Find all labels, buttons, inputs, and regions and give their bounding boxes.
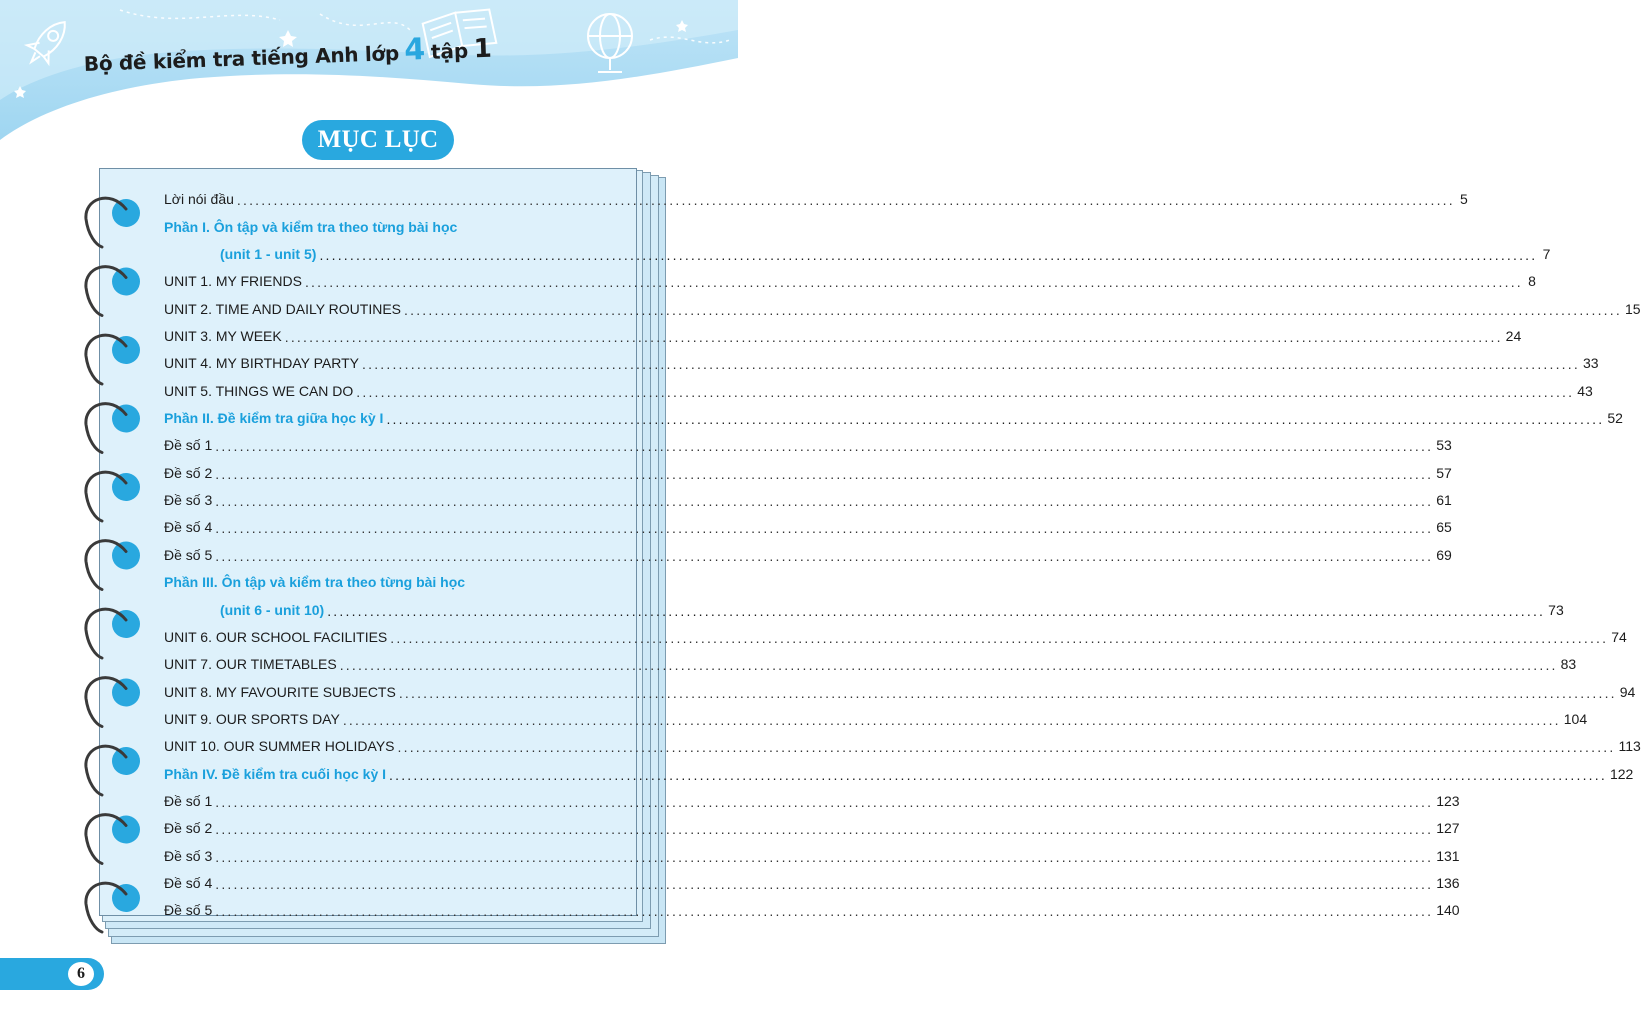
toc-leader-dots: ........................................................................................................................................................................................................ <box>356 383 1575 400</box>
toc-entry[interactable] <box>164 676 1636 703</box>
toc-entry-label: Phần I. Ôn tập và kiểm tra theo từng bài học <box>164 218 458 235</box>
toc-leader-dots: ........................................................................................................................................................................................................ <box>215 848 1434 865</box>
toc-entry[interactable] <box>164 266 1536 293</box>
toc-entry-page: 57 <box>1436 464 1452 481</box>
toc-entry-page: 24 <box>1505 328 1522 345</box>
toc-leader-dots: ........................................................................................................................................................................................................ <box>215 875 1434 892</box>
spiral-ring-icon <box>86 609 140 658</box>
toc-entry-label: Đề số 2 <box>164 464 213 481</box>
toc-entry-page: 8 <box>1528 273 1536 290</box>
toc-entry-page: 83 <box>1560 656 1577 673</box>
toc-leader-dots: ........................................................................................................................................................................................................ <box>389 766 1607 783</box>
toc-leader-dots: ........................................................................................................................................................................................................ <box>215 821 1434 838</box>
toc-leader-dots: ........................................................................................................................................................................................................ <box>304 274 1523 291</box>
toc-entry-label: UNIT 3. MY WEEK <box>164 328 282 345</box>
header-title-volume: 1 <box>473 33 493 65</box>
toc-leader-dots: ........................................................................................................................................................................................................ <box>215 793 1434 810</box>
spiral-ring-icon <box>86 746 140 795</box>
toc-leader-dots: ........................................................................................................................................................................................................ <box>390 629 1609 646</box>
toc-entry-page: 33 <box>1582 355 1599 372</box>
toc-entry-label: Phần II. Đề kiểm tra giữa học kỳ I <box>164 410 384 427</box>
spiral-ring-icon <box>86 335 140 384</box>
spiral-ring-icon <box>86 541 140 590</box>
header-title-main: Bộ đề kiểm tra tiếng Anh lớp <box>83 41 400 76</box>
toc-leader-dots: ........................................................................................................................................................................................................ <box>284 329 1503 346</box>
toc-leader-dots: ........................................................................................................................................................................................................ <box>215 465 1434 482</box>
toc-entry[interactable] <box>164 457 1452 484</box>
toc-entry[interactable] <box>164 594 1564 621</box>
toc-leader-dots: ........................................................................................................................................................................................................ <box>398 684 1617 701</box>
toc-entry[interactable] <box>164 786 1460 813</box>
toc-entry-page: 52 <box>1607 410 1623 427</box>
toc-title: MỤC LỤC <box>302 120 454 160</box>
toc-entry-label: Đề số 4 <box>164 874 213 891</box>
toc-entry-page: 113 <box>1618 738 1641 755</box>
toc-entry-page: 74 <box>1611 628 1627 645</box>
toc-entry-page: 73 <box>1548 601 1564 618</box>
toc-entry-label: Đề số 3 <box>164 492 213 509</box>
toc-leader-dots: ........................................................................................................................................................................................................ <box>319 247 1538 264</box>
toc-entry-page: 122 <box>1609 765 1634 782</box>
header-title-sub: tập <box>430 38 469 64</box>
toc-entry[interactable] <box>164 758 1634 785</box>
spiral-ring-icon <box>86 198 140 247</box>
toc-entry[interactable] <box>164 485 1452 512</box>
toc-entry-label: (unit 1 - unit 5) <box>220 246 317 263</box>
toc-entry-label: Đề số 4 <box>164 519 213 536</box>
toc-entry-label: Phần IV. Đề kiểm tra cuối học kỳ I <box>164 765 387 782</box>
toc-entry-page: 15 <box>1624 300 1641 317</box>
toc-entry-label: UNIT 6. OUR SCHOOL FACILITIES <box>164 628 388 645</box>
toc-entry-label: Đề số 2 <box>164 820 213 837</box>
spiral-binding <box>80 185 150 905</box>
spiral-ring-icon <box>86 472 140 521</box>
toc-entry-label: UNIT 4. MY BIRTHDAY PARTY <box>164 355 360 372</box>
toc-entry-page: 94 <box>1619 683 1636 700</box>
toc-entry[interactable] <box>164 293 1641 320</box>
toc-entry-label: Phần III. Ôn tập và kiểm tra theo từng bài học <box>164 574 466 591</box>
toc-entry-page: 104 <box>1563 710 1588 727</box>
toc-entry-label: (unit 6 - unit 10) <box>220 601 325 618</box>
toc-entry-page: 123 <box>1436 792 1460 809</box>
toc-entry-label: Đề số 1 <box>164 792 213 809</box>
toc-entry-label: UNIT 7. OUR TIMETABLES <box>164 656 337 673</box>
toc-entry-page: 7 <box>1542 246 1551 263</box>
toc-leader-dots: ........................................................................................................................................................................................................ <box>215 547 1434 564</box>
toc-entry[interactable] <box>164 704 1588 731</box>
toc-entry-page: 5 <box>1460 191 1468 208</box>
toc-entry-label: UNIT 5. THINGS WE CAN DO <box>164 382 354 399</box>
toc-entry[interactable] <box>164 239 1551 266</box>
spiral-ring-icon <box>86 815 140 864</box>
toc-entry-page: 131 <box>1436 847 1460 864</box>
toc-entry[interactable] <box>164 321 1522 348</box>
toc-entry-label: UNIT 1. MY FRIENDS <box>164 273 302 290</box>
toc-entry[interactable] <box>164 649 1577 676</box>
toc-leader-dots: ........................................................................................................................................................................................................ <box>386 411 1605 428</box>
toc-leader-dots: ........................................................................................................................................................................................................ <box>362 356 1580 373</box>
toc-entry-page: 140 <box>1436 902 1460 919</box>
toc-entry[interactable] <box>164 567 614 594</box>
toc-entry[interactable] <box>164 895 1460 922</box>
toc-leader-dots: ........................................................................................................................................................................................................ <box>215 438 1434 455</box>
toc-entry-label: UNIT 9. OUR SPORTS DAY <box>164 710 340 727</box>
toc-entry[interactable] <box>164 731 1641 758</box>
toc-leader-dots: ........................................................................................................................................................................................................ <box>215 903 1434 920</box>
header-title-grade: 4 <box>403 32 426 68</box>
page-number: 6 <box>66 960 96 988</box>
toc-entry[interactable] <box>164 840 1460 867</box>
toc-entry[interactable] <box>164 868 1460 895</box>
toc-entry-label: UNIT 10. OUR SUMMER HOLIDAYS <box>164 738 395 755</box>
toc-entry[interactable] <box>164 813 1460 840</box>
toc-entry-label: Đề số 3 <box>164 847 213 864</box>
toc-entry[interactable] <box>164 430 1452 457</box>
spiral-ring-icon <box>86 678 140 727</box>
toc-entry-page: 136 <box>1436 874 1460 891</box>
toc-leader-dots: ........................................................................................................................................................................................................ <box>236 192 1455 209</box>
toc-entry[interactable] <box>164 539 1452 566</box>
toc-entry-label: Lời nói đầu <box>164 191 234 208</box>
toc-entry-label: UNIT 8. MY FAVOURITE SUBJECTS <box>164 683 396 700</box>
toc-entry-label: UNIT 2. TIME AND DAILY ROUTINES <box>164 300 402 317</box>
toc-entry[interactable] <box>164 184 1468 211</box>
toc-entry-page: 53 <box>1436 437 1452 454</box>
toc-entry-label: Đề số 5 <box>164 546 213 563</box>
spiral-ring-icon <box>86 267 140 316</box>
toc-entry[interactable] <box>164 348 1599 375</box>
toc-leader-dots: ........................................................................................................................................................................................................ <box>404 301 1622 318</box>
toc-entry-page: 69 <box>1436 546 1452 563</box>
toc-entry-page: 65 <box>1436 519 1452 536</box>
toc-leader-dots: ........................................................................................................................................................................................................ <box>342 711 1561 728</box>
toc-entry-label: Đề số 5 <box>164 902 213 919</box>
toc-entry-page: 43 <box>1577 382 1593 399</box>
toc-entry[interactable] <box>164 622 1627 649</box>
toc-leader-dots: ........................................................................................................................................................................................................ <box>215 493 1434 510</box>
toc-leader-dots: ........................................................................................................................................................................................................ <box>327 602 1546 619</box>
toc-entry[interactable] <box>164 512 1452 539</box>
toc-list <box>164 184 1641 922</box>
toc-entry[interactable] <box>164 403 1623 430</box>
toc-entry-page: 61 <box>1436 492 1452 509</box>
toc-leader-dots: ........................................................................................................................................................................................................ <box>339 657 1558 674</box>
toc-entry[interactable] <box>164 211 614 238</box>
toc-leader-dots: ........................................................................................................................................................................................................ <box>397 739 1616 756</box>
toc-entry[interactable] <box>164 375 1593 402</box>
toc-entry-page: 127 <box>1436 820 1460 837</box>
toc-leader-dots: ........................................................................................................................................................................................................ <box>215 520 1434 537</box>
spiral-ring-icon <box>86 404 140 453</box>
toc-entry-label: Đề số 1 <box>164 437 213 454</box>
